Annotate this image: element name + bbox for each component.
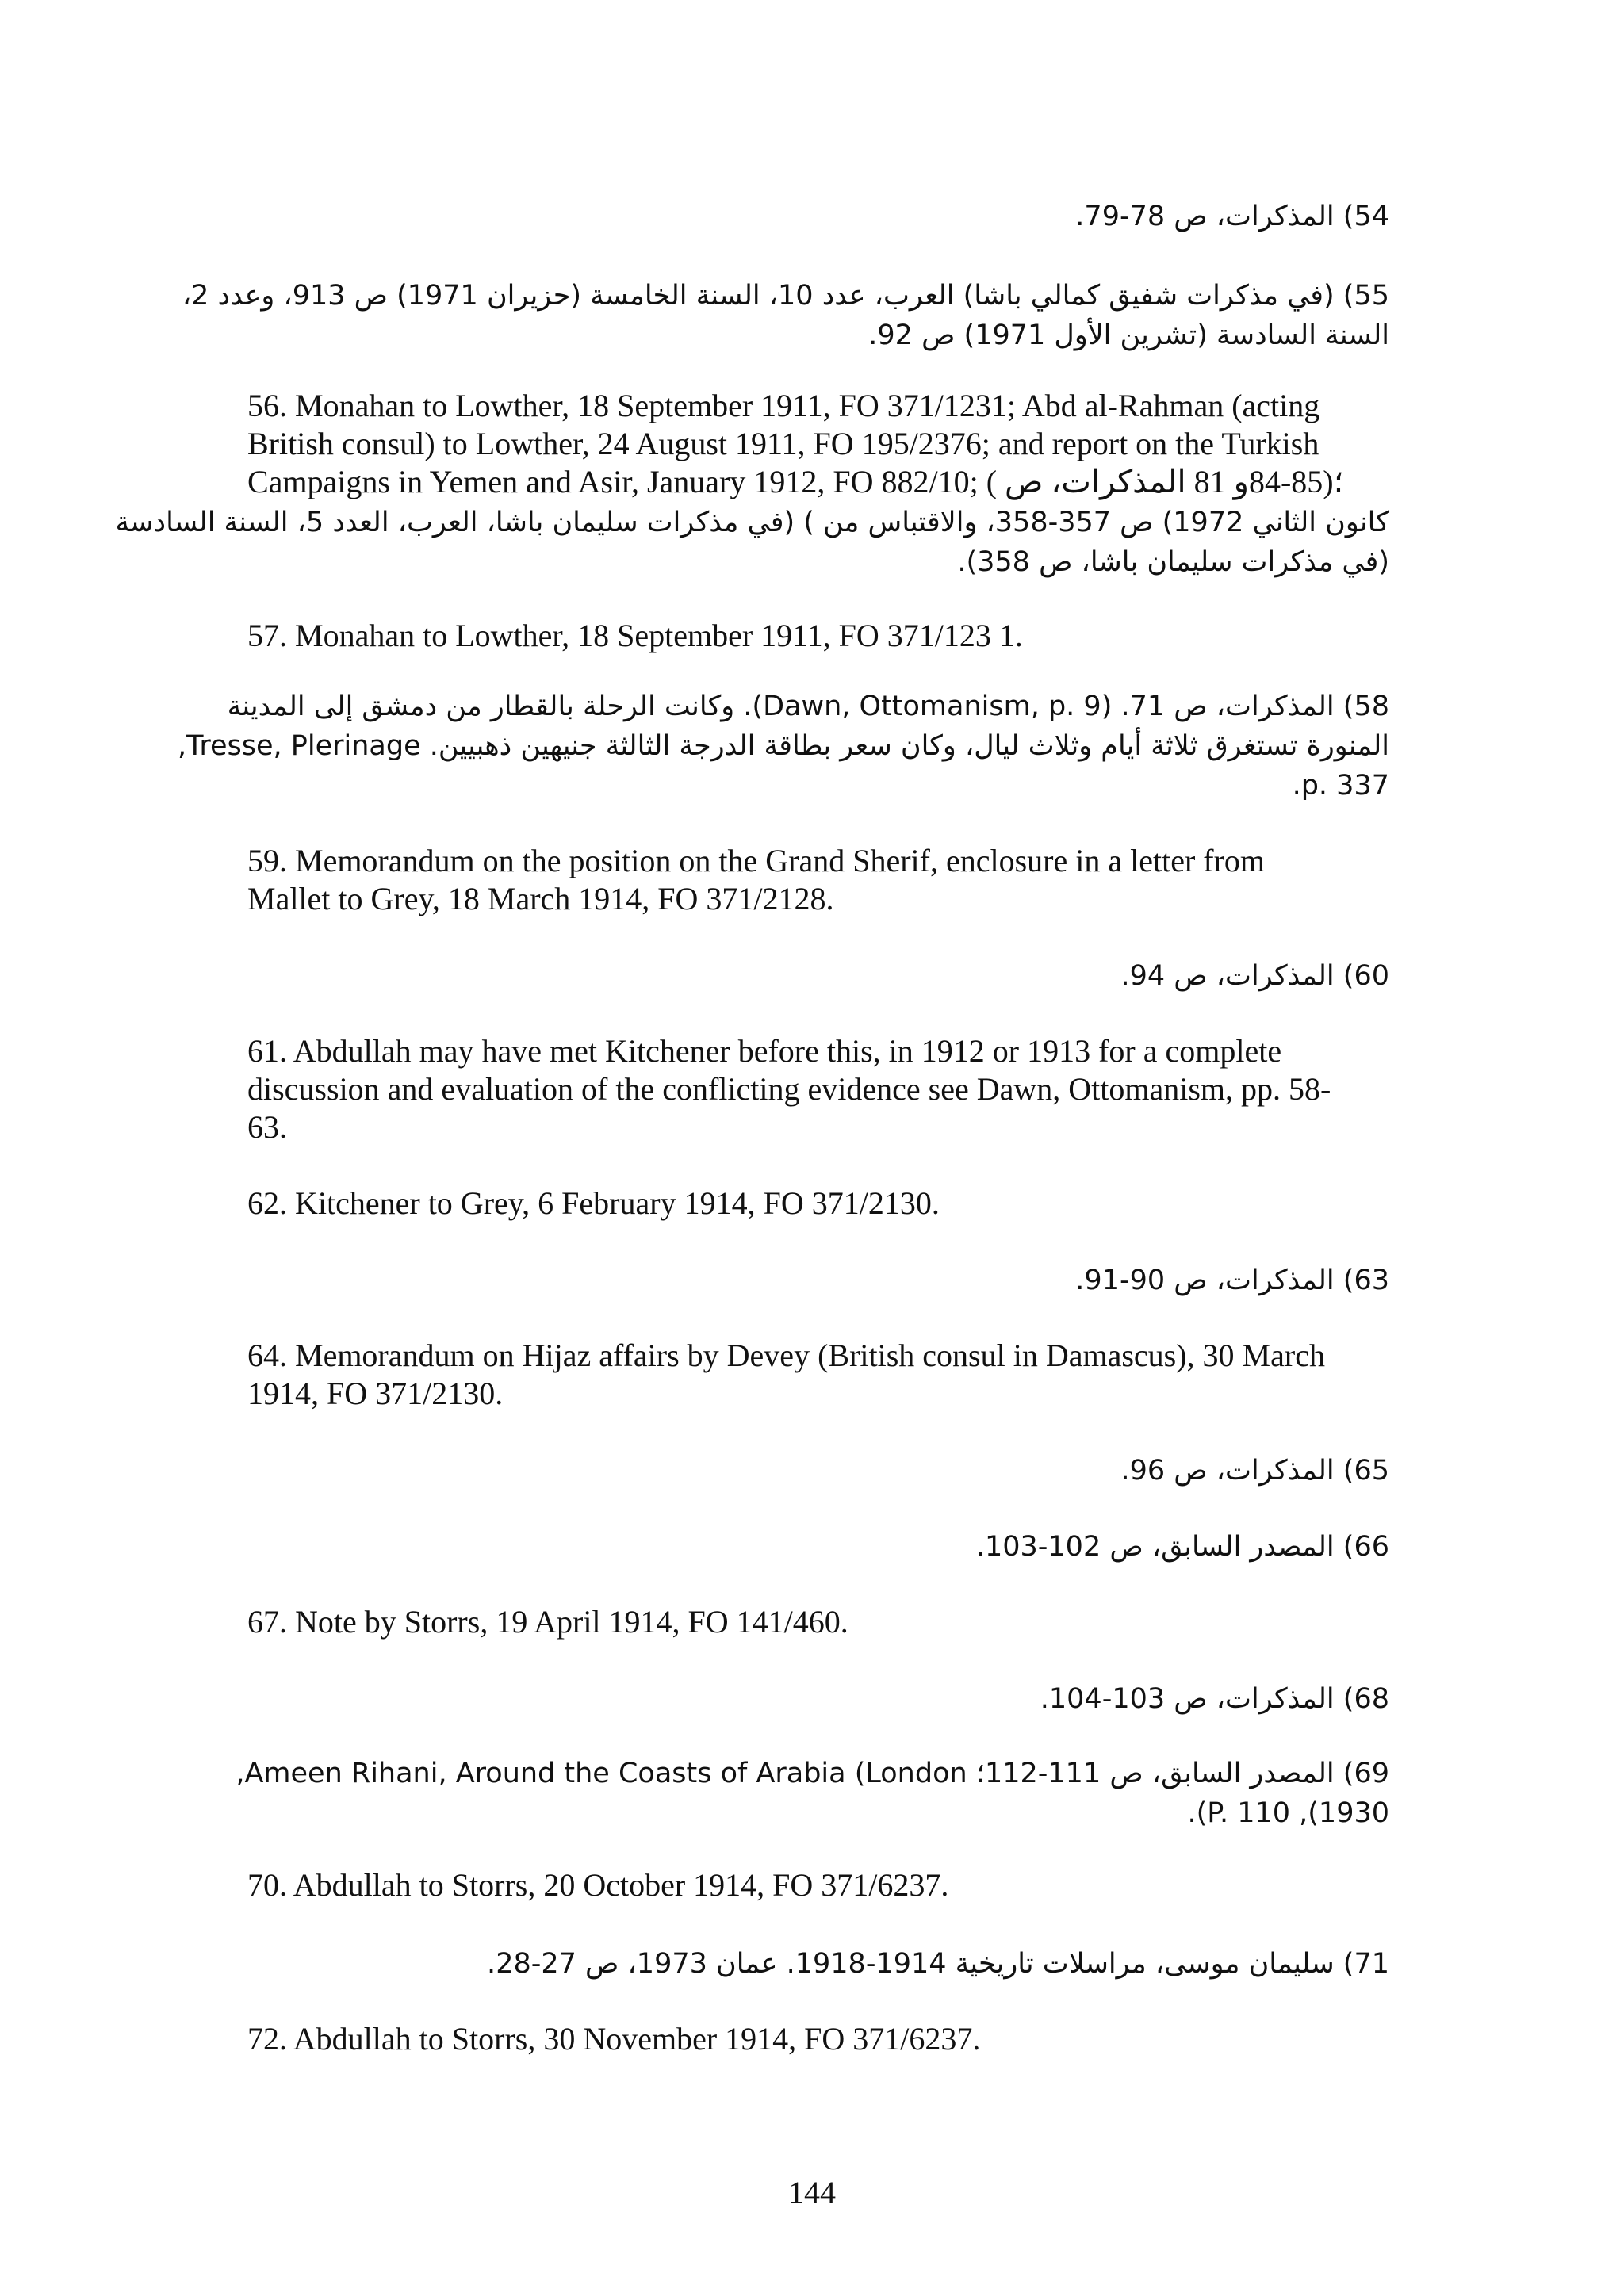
footnote-67	[247, 1603, 1389, 1641]
footnote-line: المنورة تستغرق ثلاثة أيام وثلاث ليال، وكان سعر بطاقة الدرجة الثالثة جنيهين ذهبيين. Tresse, Plerinage,	[177, 730, 1389, 762]
footnote-line: 67. Note by Storrs, 19 April 1914, FO 141/460.	[247, 1604, 848, 1640]
footnote-65	[247, 1451, 1389, 1490]
footnote-59	[247, 842, 1389, 918]
footnote-line: (في مذكرات سليمان باشا، ص 358).	[957, 546, 1389, 578]
footnote-line: 63) المذكرات، ص 90-91.	[1075, 1265, 1389, 1296]
footnote-72	[247, 2020, 1389, 2058]
footnote-line: 64. Memorandum on Hijaz affairs by Devey (British consul in Damascus), 30 March	[247, 1337, 1325, 1373]
footnote-58	[177, 687, 1389, 806]
footnote-63	[247, 1261, 1389, 1300]
footnote-line: 71) سليمان موسى، مراسلات تاريخية 1914-1918. عمان 1973، ص 27-28.	[487, 1948, 1389, 1980]
footnote-69	[236, 1754, 1389, 1833]
footnote-line: 65) المذكرات، ص 96.	[1120, 1455, 1389, 1487]
footnote-line: 55) (في مذكرات شفيق كمالي باشا) العرب، عدد 10، السنة الخامسة (حزيران 1971) ص 913، وعدد 2،	[182, 280, 1389, 312]
footnote-line: 68) المذكرات، ص 103-104.	[1040, 1683, 1389, 1715]
footnote-line: كانون الثاني 1972) ص 357-358، والاقتباس من ) (في مذكرات سليمان باشا، العرب، العدد 5، السنة السادسة	[115, 507, 1389, 538]
footnote-line: 60) المذكرات، ص 94.	[1120, 960, 1389, 992]
footnote-68	[247, 1679, 1389, 1719]
footnote-line: 69) المصدر السابق، ص 111-112؛ Ameen Rihani, Around the Coasts of Arabia (London,	[236, 1758, 1389, 1789]
footnote-line: 1930), P. 110).	[1187, 1797, 1389, 1829]
footnote-57	[247, 617, 1389, 655]
footnote-line: 62. Kitchener to Grey, 6 February 1914, FO 371/2130.	[247, 1185, 940, 1221]
footnote-66	[247, 1527, 1389, 1567]
footnote-line: 1914, FO 371/2130.	[247, 1376, 504, 1411]
footnote-line: 63.	[247, 1109, 287, 1145]
footnote-line: Mallet to Grey, 18 March 1914, FO 371/2128.	[247, 881, 834, 916]
footnote-line: 70. Abdullah to Storrs, 20 October 1914, FO 371/6237.	[247, 1867, 949, 1903]
footnote-line: 58) المذكرات، ص 71. (Dawn, Ottomanism, p. 9). وكانت الرحلة بالقطار من دمشق إلى المدينة	[227, 691, 1389, 722]
footnote-56	[247, 387, 1389, 501]
footnote-55	[182, 276, 1389, 355]
footnote-70	[247, 1866, 1389, 1904]
footnote-line: discussion and evaluation of the conflicting evidence see Dawn, Ottomanism, pp. 58-	[247, 1071, 1331, 1107]
footnote-71	[247, 1944, 1389, 1984]
footnote-56-arabic	[115, 503, 1389, 582]
page-number: 144	[788, 2175, 836, 2210]
footnote-line: 66) المصدر السابق، ص 102-103.	[975, 1531, 1389, 1563]
footnote-line: 56. Monahan to Lowther, 18 September 1911, FO 371/1231; Abd al-Rahman (acting	[247, 388, 1320, 423]
footnote-60	[247, 956, 1389, 996]
footnote-61	[247, 1032, 1389, 1146]
footnote-line: 54) المذكرات، ص 78-79.	[1075, 201, 1389, 232]
footnote-line: 57. Monahan to Lowther, 18 September 1911, FO 371/123 1.	[247, 618, 1023, 653]
footnote-line: السنة السادسة (تشرين الأول 1971) ص 92.	[868, 320, 1389, 351]
footnote-line: 59. Memorandum on the position on the Grand Sherif, enclosure in a letter from	[247, 843, 1266, 878]
footnote-line: 61. Abdullah may have met Kitchener before this, in 1912 or 1913 for a complete	[247, 1033, 1282, 1069]
footnote-line: p. 337.	[1292, 770, 1389, 802]
footnote-54	[247, 197, 1389, 236]
footnote-line: Campaigns in Yemen and Asir, January 1912, FO 882/10; ( ؛(85-84و 81 المذكرات، ص	[247, 464, 1344, 499]
footnote-62	[247, 1184, 1389, 1223]
footnote-64	[247, 1337, 1389, 1413]
footnote-line: 72. Abdullah to Storrs, 30 November 1914, FO 371/6237.	[247, 2021, 981, 2057]
footnote-line: British consul) to Lowther, 24 August 1911, FO 195/2376; and report on the Turkish	[247, 426, 1320, 461]
